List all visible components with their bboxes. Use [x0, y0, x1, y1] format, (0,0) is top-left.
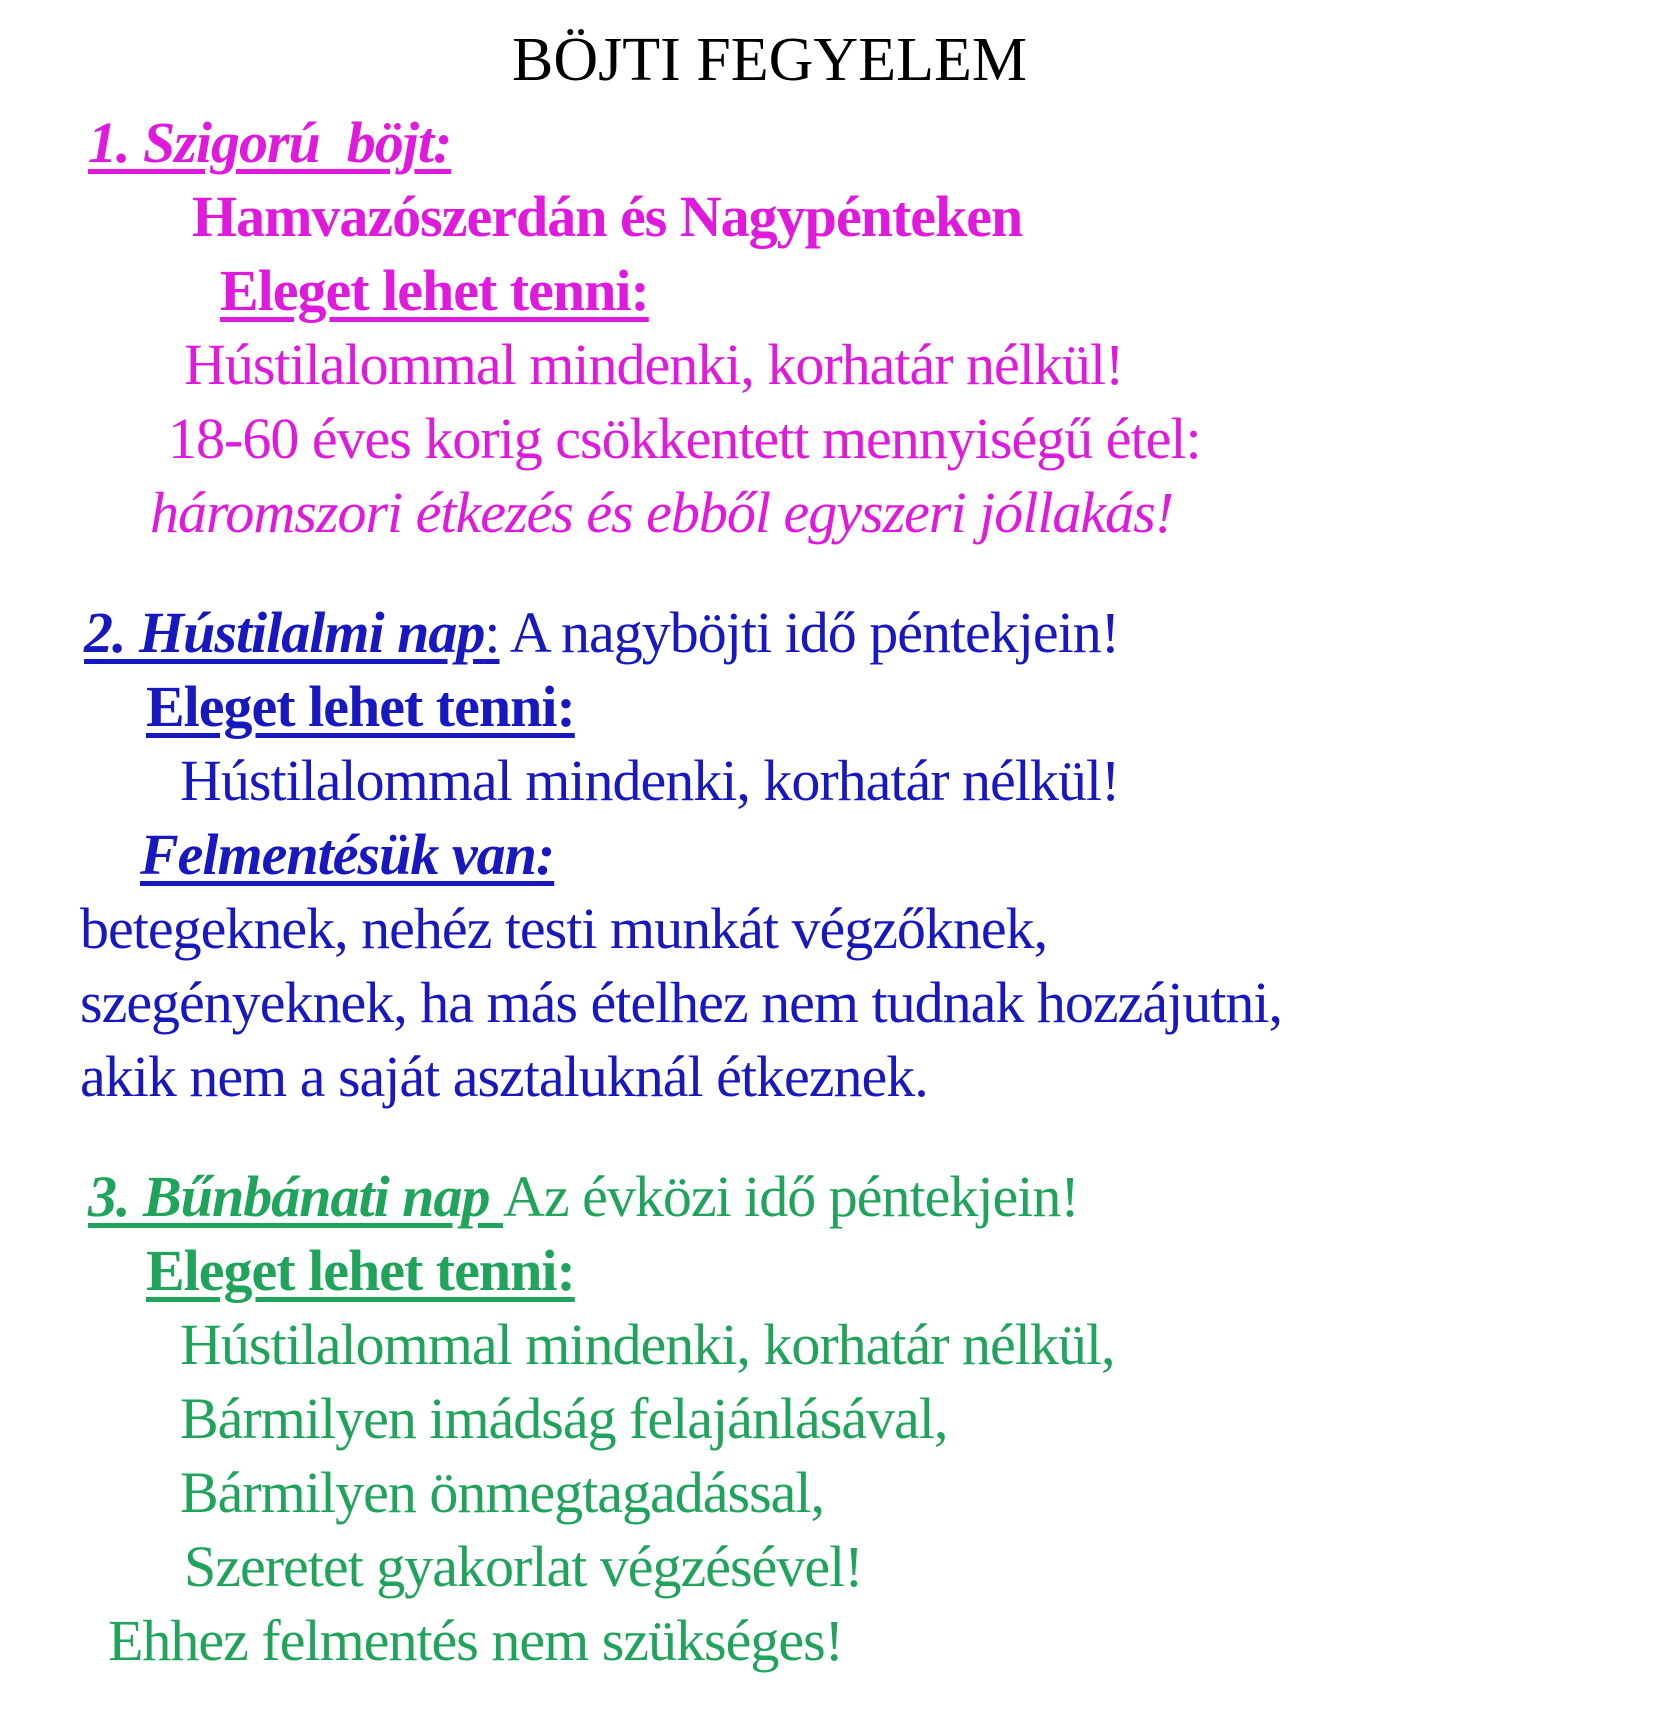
text-segment: 18-60 éves korig csökkentett mennyiségű étel:: [168, 406, 1201, 471]
text-segment: szegényeknek, ha más ételhez nem tudnak hozzájutni,: [80, 970, 1282, 1035]
text-line: [80, 1308, 1644, 1382]
text-line: [80, 966, 1644, 1040]
text-segment: 3. Bűnbánati nap: [88, 1164, 503, 1229]
text-line: [80, 1456, 1644, 1530]
text-line: [80, 106, 1644, 180]
text-line: [80, 402, 1644, 476]
text-segment: 1. Szigorú böjt:: [88, 110, 452, 175]
text-segment: Hamvazószerdán és Nagypénteken: [192, 184, 1023, 249]
text-segment: Hústilalommal mindenki, korhatár nélkül,: [180, 1312, 1115, 1377]
text-line: [80, 744, 1644, 818]
section-szigoru-bojt: [80, 106, 1644, 550]
text-segment: Ehhez felmentés nem szükséges!: [108, 1608, 843, 1673]
document-body: [80, 106, 1644, 1678]
text-line: [80, 328, 1644, 402]
text-segment: Eleget lehet tenni:: [146, 674, 575, 739]
text-segment: Az évközi idő péntekjein!: [502, 1164, 1079, 1229]
text-line: [80, 476, 1644, 550]
text-segment: Eleget lehet tenni:: [146, 1238, 575, 1303]
text-line: [80, 892, 1644, 966]
text-line: [80, 818, 1644, 892]
text-line: [80, 1382, 1644, 1456]
text-segment: :: [484, 600, 500, 665]
text-segment: 2. Hústilalmi nap: [84, 600, 485, 665]
text-segment: Bármilyen imádság felajánlásával,: [180, 1386, 948, 1451]
text-line: [80, 596, 1644, 670]
text-line: [80, 1234, 1644, 1308]
text-segment: Hústilalommal mindenki, korhatár nélkül!: [180, 748, 1120, 813]
text-segment: betegeknek, nehéz testi munkát végzőknek,: [80, 896, 1048, 961]
text-segment: Eleget lehet tenni:: [220, 258, 649, 323]
section-hustilalmi-nap: [80, 596, 1644, 1114]
text-segment: A nagyböjti idő péntekjein!: [499, 600, 1120, 665]
text-line: [80, 180, 1644, 254]
text-segment: akik nem a saját asztaluknál étkeznek.: [80, 1044, 928, 1109]
text-line: [80, 670, 1644, 744]
text-line: [80, 1530, 1644, 1604]
text-line: [80, 1040, 1644, 1114]
document-title: BÖJTI FEGYELEM: [512, 26, 1027, 94]
text-line: [80, 254, 1644, 328]
text-segment: Felmentésük van:: [140, 822, 555, 887]
text-segment: háromszori étkezés és ebből egyszeri jóllakás!: [150, 480, 1174, 545]
text-segment: Hústilalommal mindenki, korhatár nélkül!: [184, 332, 1124, 397]
text-line: [80, 1160, 1644, 1234]
section-bunbanati-nap: [80, 1160, 1644, 1678]
text-segment: Bármilyen önmegtagadással,: [180, 1460, 825, 1525]
text-segment: Szeretet gyakorlat végzésével!: [184, 1534, 863, 1599]
text-line: [80, 1604, 1644, 1678]
